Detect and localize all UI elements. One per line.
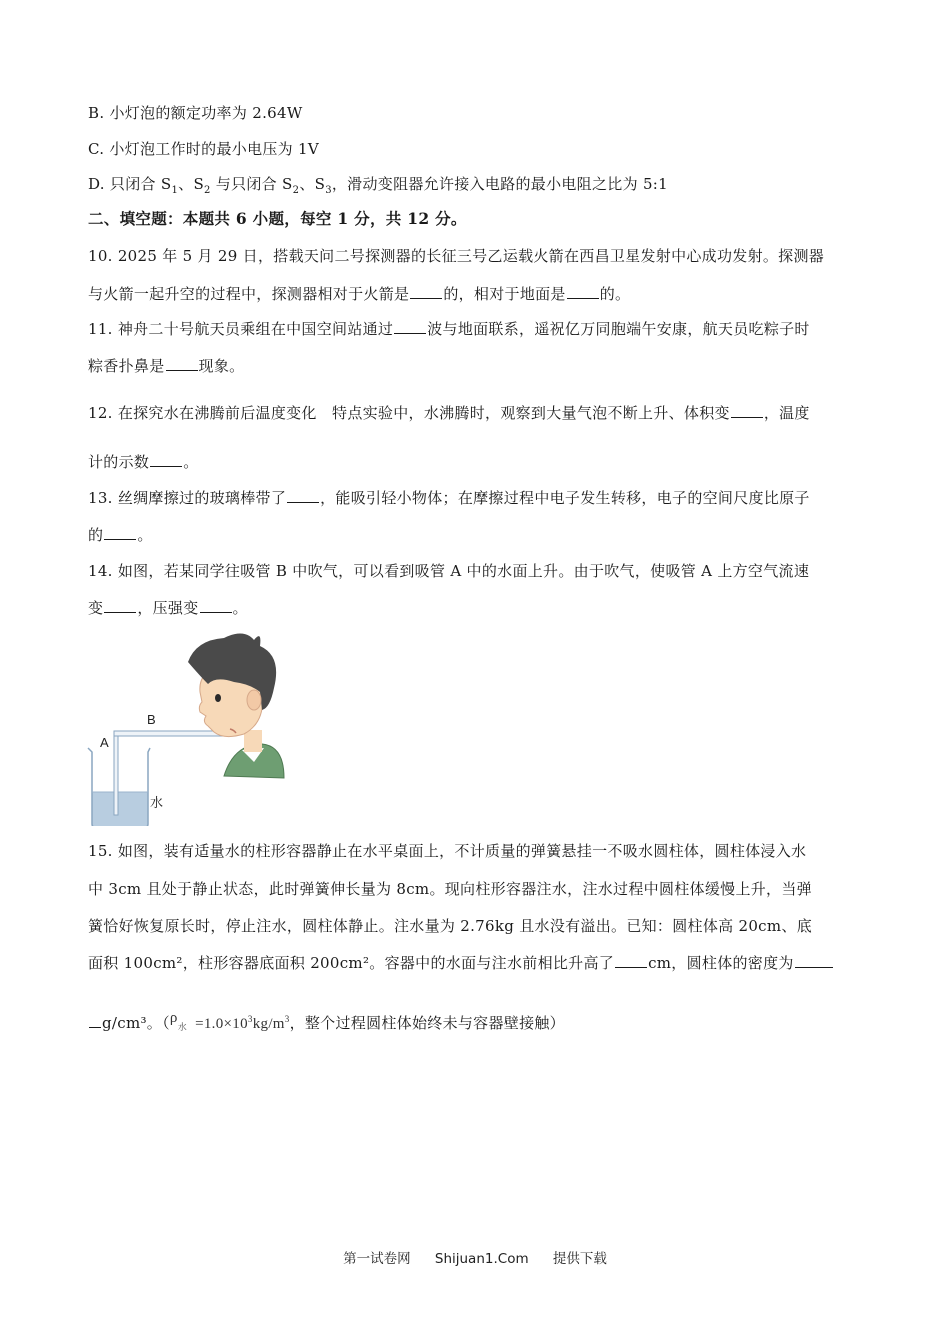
answer-blank[interactable] xyxy=(410,286,442,299)
label-b: B xyxy=(147,712,156,727)
question-15-line-5 xyxy=(88,1012,565,1033)
question-13-line-2 xyxy=(88,524,153,545)
answer-blank[interactable] xyxy=(200,600,232,613)
answer-blank[interactable] xyxy=(150,454,182,467)
option-d-text: 、S xyxy=(178,175,205,193)
boy-neck xyxy=(244,730,262,752)
boy-eye xyxy=(215,694,221,702)
footer-note: 提供下载 xyxy=(552,1251,607,1267)
question-15-line-1: 15. 如图，装有适量水的柱形容器静止在水平桌面上，不计质量的弹簧悬挂一不吸水圆柱体，圆柱体浸入水 xyxy=(88,842,807,860)
answer-blank[interactable] xyxy=(615,955,647,968)
question-text: ，温度 xyxy=(763,404,810,422)
question-text: cm，圆柱体的密度为 xyxy=(648,954,794,972)
formula-unit-exponent: 3 xyxy=(284,1014,290,1024)
question-text: 现象。 xyxy=(198,357,245,375)
straw-experiment-figure xyxy=(84,626,294,826)
question-text: g/cm³。（ xyxy=(102,1014,170,1032)
question-text: 波与地面联系，遥祝亿万同胞端午安康，航天员吃粽子时 xyxy=(427,320,810,338)
question-text: 的，相对于地面是 xyxy=(443,285,566,303)
rho-symbol: ρ xyxy=(169,1010,178,1026)
formula-unit: kg/m xyxy=(252,1016,285,1032)
footer-site-url: Shijuan1.Com xyxy=(434,1251,529,1267)
question-text: ，整个过程圆柱体始终未与容器壁接触） xyxy=(289,1014,565,1032)
question-text: ，压强变 xyxy=(137,599,199,617)
question-14-line-1: 14. 如图，若某同学往吸管 B 中吹气，可以看到吸管 A 中的水面上升。由于吹气，使吸管 A 上方空气流速 xyxy=(88,562,810,580)
boy-illustration xyxy=(188,633,284,778)
question-text: 。 xyxy=(232,599,248,617)
question-11-line-1 xyxy=(88,318,810,339)
answer-blank[interactable] xyxy=(394,321,426,334)
subscript: 2 xyxy=(292,185,300,196)
subscript: 1 xyxy=(171,185,179,196)
section-heading: 二、填空题：本题共 6 小题，每空 1 分，共 12 分。 xyxy=(88,209,467,228)
question-text: 的。 xyxy=(599,285,631,303)
beaker-water xyxy=(92,792,148,826)
question-11-line-2 xyxy=(88,355,244,376)
answer-blank[interactable] xyxy=(731,405,763,418)
question-10-line-1: 10. 2025 年 5 月 29 日，搭载天问二号探测器的长征三号乙运载火箭在西昌卫星发射中心成功发射。探测器 xyxy=(88,247,825,265)
option-c xyxy=(88,138,319,159)
answer-blank[interactable] xyxy=(104,527,136,540)
formula-exponent: 3 xyxy=(247,1014,253,1024)
question-15-line-3: 簧恰好恢复原长时，停止注水，圆柱体静止。注水量为 2.76kg 且水没有溢出。已知：圆柱体高 20cm、底 xyxy=(88,917,813,935)
label-a: A xyxy=(100,735,109,750)
answer-blank[interactable] xyxy=(104,600,136,613)
question-text: 的 xyxy=(88,526,104,544)
question-15-line-4 xyxy=(88,952,834,973)
boy-ear xyxy=(247,690,261,710)
option-b xyxy=(88,102,303,123)
question-12-line-1 xyxy=(88,402,810,423)
option-d-text: D. 只闭合 S xyxy=(88,175,172,193)
question-text: 面积 100cm²，柱形容器底面积 200cm²。容器中的水面与注水前相比升高了 xyxy=(88,954,615,972)
question-text: 11. 神舟二十号航天员乘组在中国空间站通过 xyxy=(88,320,394,338)
question-text: ，能吸引轻小物体；在摩擦过程中电子发生转移，电子的空间尺度比原子 xyxy=(320,489,810,507)
answer-blank[interactable] xyxy=(287,490,319,503)
question-text: 与火箭一起升空的过程中，探测器相对于火箭是 xyxy=(88,285,410,303)
answer-blank[interactable] xyxy=(795,955,833,968)
option-b-text: B. 小灯泡的额定功率为 2.64W xyxy=(88,104,303,122)
answer-blank[interactable] xyxy=(567,286,599,299)
option-c-text: C. 小灯泡工作时的最小电压为 1V xyxy=(88,140,320,158)
option-d-text: 、S xyxy=(299,175,326,193)
formula-value: =1.0×10 xyxy=(195,1016,248,1032)
subscript: 3 xyxy=(325,185,332,196)
question-text: 变 xyxy=(88,599,104,617)
question-text: 12. 在探究水在沸腾前后温度变化 特点实验中，水沸腾时，观察到大量气泡不断上升、体积变 xyxy=(88,404,730,422)
option-d-text: ，滑动变阻器允许接入电路的最小电阻之比为 5:1 xyxy=(331,175,668,193)
question-text: 。 xyxy=(137,526,153,544)
question-14-line-2 xyxy=(88,597,248,618)
footer-site-name: 第一试卷网 xyxy=(343,1251,411,1267)
question-text: 粽香扑鼻是 xyxy=(88,357,165,375)
subscript: 2 xyxy=(204,185,211,196)
label-water: 水 xyxy=(150,796,164,811)
question-text: 计的示数 xyxy=(88,453,150,471)
option-d xyxy=(88,173,668,196)
question-10-line-2 xyxy=(88,283,630,304)
page-footer xyxy=(0,1247,950,1267)
question-12-line-2 xyxy=(88,451,199,472)
water-density-formula xyxy=(169,1010,290,1032)
answer-blank[interactable] xyxy=(166,358,198,371)
rho-subscript: 水 xyxy=(177,1022,188,1032)
question-13-line-1 xyxy=(88,487,810,508)
beaker xyxy=(88,748,150,826)
straw-a xyxy=(114,733,118,815)
question-15-line-2: 中 3cm 且处于静止状态，此时弹簧伸长量为 8cm。现向柱形容器注水，注水过程中圆柱体缓慢上升，当弹 xyxy=(88,880,812,898)
question-text: 13. 丝绸摩擦过的玻璃棒带了 xyxy=(88,489,287,507)
option-d-text: 与只闭合 S xyxy=(210,175,293,193)
answer-blank[interactable] xyxy=(89,1015,101,1028)
question-text: 。 xyxy=(183,453,199,471)
